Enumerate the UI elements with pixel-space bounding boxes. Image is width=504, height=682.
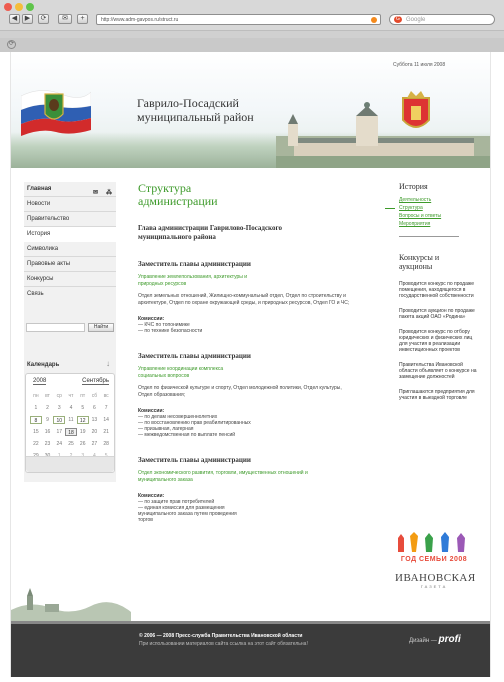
calendar-weekday: вс (103, 393, 109, 399)
sidebar-item-label: Главная (27, 186, 52, 192)
coat-of-arms-image (397, 90, 435, 136)
sidebar-item-government[interactable] (24, 212, 116, 227)
add-bookmark-button[interactable]: + (77, 14, 88, 24)
sidebar-item-label: Правовые акты (27, 261, 71, 267)
design-label: Дизайн — (409, 638, 437, 644)
list-item: — по защите прав потребителей (138, 499, 215, 505)
bookmarks-bar (0, 30, 504, 38)
calendar-day[interactable]: 23 (44, 441, 51, 447)
calendar-weekday: чт (68, 393, 74, 399)
bookmarks-button[interactable]: ✉ (58, 14, 72, 24)
search-engine-icon[interactable]: G (394, 16, 402, 23)
head-of-administration: Глава администрации Гаврилово-Посадского муниципального района (138, 224, 282, 241)
calendar-grid (30, 392, 112, 460)
calendar-day[interactable]: 20 (91, 429, 98, 435)
design-brand: profi (438, 634, 461, 645)
deputy-section (138, 352, 350, 438)
search-button[interactable]: Найти (88, 323, 114, 332)
footer-note: При использовании материалов сайта ссылка на этот сайт обязательна! (139, 641, 308, 647)
back-button[interactable]: ◀ (9, 14, 20, 24)
list-item: — по делам несовершеннолетних (138, 414, 218, 420)
address-bar-text: http://www.adm-gavpos.ru/struct.ru (101, 17, 179, 23)
calendar-day[interactable]: 22 (33, 441, 39, 447)
calendar-day[interactable]: 13 (91, 417, 98, 423)
family-year-text: ГОД СЕМЬИ 2008 (400, 556, 468, 563)
deputy-area: Отдел экономического развития, торговли, имущественных отношений и муниципального заказа (138, 470, 308, 483)
calendar-day[interactable]: 25 (68, 441, 74, 447)
calendar-day[interactable]: 28 (103, 441, 109, 447)
calendar-day[interactable]: 9 (46, 417, 49, 423)
main-content (138, 182, 350, 523)
sidebar-item-label: История (27, 231, 51, 237)
web-page (10, 52, 491, 677)
calendar-weekday: ср (56, 393, 62, 399)
deputy-departments: Отдел по физической культуре и спорту, Отдел молодежной политики, Отдел культуры, Отдел образования; (138, 385, 342, 398)
list-item: — по технике безопасности (138, 328, 203, 334)
link-activity[interactable]: Деятельность (399, 197, 432, 203)
deputy-area: Управление землепользования, архитектуры и природных ресурсов (138, 274, 248, 287)
calendar-day[interactable]: 17 (56, 429, 63, 435)
calendar-day[interactable]: 15 (33, 429, 39, 435)
link-qa[interactable]: Вопросы и ответы (399, 213, 442, 219)
deputy-title: Заместитель главы администрации (138, 260, 251, 268)
sidebar (24, 182, 116, 482)
news-item[interactable]: Проводится конкурс по отбору юридических и физических лиц для участия в реализации инвестиционных проектов (399, 329, 473, 353)
sidebar-item-label: Новости (27, 201, 51, 207)
calendar-day[interactable]: 3 (57, 405, 61, 411)
news-item[interactable]: Правительства Ивановской области объявляет о конкурсе на замещение должностей (399, 362, 477, 380)
address-bar[interactable] (96, 14, 381, 25)
browser-chrome (0, 0, 504, 52)
monastery-image (276, 102, 491, 168)
logo-text: ИВАНОВСКАЯ (395, 572, 476, 584)
calendar-day[interactable]: 4 (69, 405, 73, 411)
link-events[interactable]: Мероприятия (399, 221, 431, 227)
calendar-day[interactable]: 19 (79, 429, 86, 435)
search-input[interactable] (26, 323, 85, 332)
calendar-weekday: сб (91, 393, 98, 399)
calendar-header (33, 378, 109, 385)
refresh-tab-icon[interactable]: ⟳ (8, 41, 15, 47)
calendar-day[interactable]: 24 (56, 441, 63, 447)
flag-emblem-image (21, 84, 91, 136)
calendar-day[interactable]: 7 (104, 405, 108, 411)
deputy-area: Управление координации комплекса социальных вопросов (138, 366, 224, 379)
calendar-weekday: вт (45, 393, 50, 399)
calendar-day[interactable]: 16 (44, 429, 51, 435)
history-links (399, 196, 481, 228)
footer-line (11, 621, 491, 624)
family-year-logo[interactable] (392, 530, 476, 566)
list-item: — межведомственная по выплате пенсий (138, 432, 236, 438)
minimize-window-icon[interactable] (15, 3, 23, 11)
calendar-day[interactable]: 12 (77, 416, 89, 424)
forward-button[interactable]: ▶ (22, 14, 33, 24)
rss-icon[interactable] (371, 17, 377, 23)
search-placeholder: Google (406, 17, 426, 23)
sidebar-item-label: Правительство (27, 216, 70, 222)
calendar-weekday: пт (80, 393, 86, 399)
calendar-weekday: пн (33, 393, 39, 399)
sidebar-item-contests[interactable] (24, 272, 116, 287)
calendar-day[interactable]: 1 (34, 405, 38, 411)
deputy-title: Заместитель главы администрации (138, 456, 251, 464)
hands-icon (392, 530, 476, 554)
sidebar-item-home[interactable] (24, 182, 116, 197)
site-header (11, 52, 491, 168)
news-item[interactable]: Проводится конкурс по продаже помещения, находящегося в государственной собственности (399, 281, 474, 299)
calendar-day[interactable]: 6 (93, 405, 96, 411)
calendar-day[interactable]: 18 (65, 428, 77, 436)
village-silhouette-image (11, 582, 131, 622)
deputy-section (138, 260, 350, 334)
sidebar-item-label: Символика (27, 246, 59, 252)
list-item: — по восстановлению прав реабилитированных (138, 420, 251, 426)
deputy-title: Заместитель главы администрации (138, 352, 251, 360)
reload-button[interactable]: ⟳ (38, 14, 49, 24)
logo-subtext: ГАЗЕТА (420, 584, 448, 589)
calendar-day[interactable]: 26 (79, 441, 86, 447)
mail-icon[interactable]: ✉ (92, 190, 98, 196)
deputy-departments: Отдел земельных отношений, Жилищно-коммунальный отдел, Отдел по строительству и архитектуре, Отдел по охране окружающей среды, и природных ресурсов, Отдел ГО и ЧС; (138, 293, 350, 306)
sitemap-icon[interactable]: ⁂ (106, 190, 112, 196)
sidebar-item-symbols[interactable] (24, 242, 116, 257)
design-credit[interactable] (409, 634, 461, 645)
news-item[interactable]: Приглашаются предприятия для участия в выездной торговле (399, 389, 475, 401)
site-title[interactable]: Гаврило-Посадский муниципальный район (137, 96, 254, 124)
sidebar-item-label: Конкурсы (27, 276, 54, 282)
calendar (25, 373, 115, 473)
sidebar-item-legal-acts[interactable] (24, 257, 116, 272)
link-structure[interactable]: Структура (399, 204, 481, 212)
sidebar-item-label: Связь (27, 291, 44, 297)
calendar-day[interactable]: 27 (91, 441, 98, 447)
calendar-day[interactable]: 5 (81, 405, 85, 411)
calendar-day[interactable]: 8 (30, 416, 42, 424)
footer (11, 621, 491, 677)
window-controls (4, 3, 34, 11)
calendar-footer (26, 456, 114, 472)
calendar-day[interactable]: 10 (53, 416, 65, 424)
sidebar-item-contact[interactable] (24, 287, 116, 302)
calendar-day[interactable]: 2 (46, 405, 49, 411)
sidebar-item-history[interactable] (24, 227, 116, 242)
news-item[interactable]: Проводится аукцион по продаже пакета акций ОАО «Родина» (399, 308, 475, 320)
calendar-month-select[interactable]: Сентябрь (82, 378, 109, 384)
list-item: — единая комиссия для размещения муниципального заказа путем проведения торгов (138, 505, 237, 523)
page-title: Структура администрации (138, 181, 218, 208)
divider (399, 236, 459, 237)
calendar-label: Календарь (27, 362, 60, 368)
right-column (399, 182, 481, 401)
current-date: Суббота 11 июля 2008 (393, 62, 446, 68)
tab-bar (0, 38, 504, 52)
history-heading: История (399, 182, 428, 191)
calendar-day[interactable]: 14 (103, 417, 109, 423)
deputy-section (138, 456, 350, 523)
sidebar-item-news[interactable] (24, 197, 116, 212)
ivanovskaya-gazeta-logo[interactable] (395, 572, 476, 598)
calendar-day[interactable]: 11 (68, 417, 74, 423)
commissions-label: Комиссии: (138, 316, 165, 322)
close-window-icon[interactable] (4, 3, 12, 11)
list-item: — КЧС по топонимике (138, 322, 190, 328)
copyright: © 2006 — 2008 Пресс-служба Правительства Ивановской области (139, 633, 303, 639)
search-field[interactable] (389, 14, 495, 25)
commissions-label: Комиссии: (138, 408, 165, 414)
commissions-label: Комиссии: (138, 493, 165, 499)
calendar-arrow-icon[interactable]: ↓ (106, 359, 110, 368)
calendar-day[interactable]: 21 (103, 429, 109, 435)
zoom-window-icon[interactable] (26, 3, 34, 11)
contests-heading: Конкурсы и аукционы (399, 253, 440, 271)
calendar-year-select[interactable]: 2008 (33, 378, 47, 384)
list-item: — призывная, лагерная (138, 426, 194, 432)
